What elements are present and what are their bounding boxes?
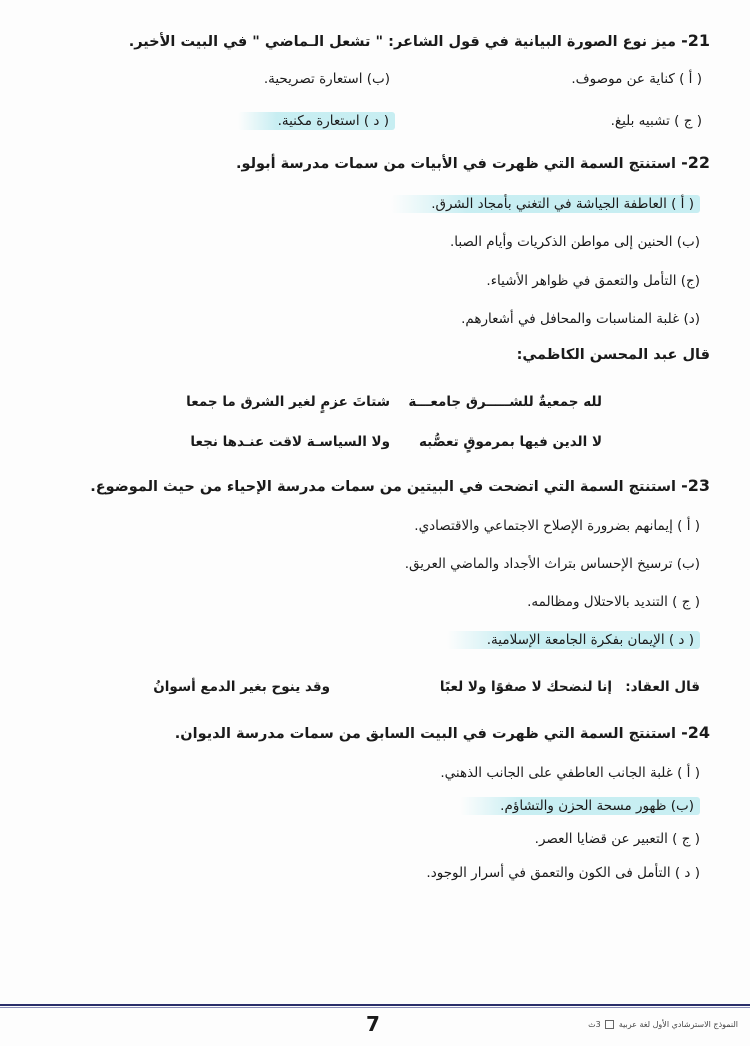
footer-title: النموذج الاسترشادي الأول لغة عربية xyxy=(618,1020,738,1029)
page-number: 7 xyxy=(366,1012,380,1036)
akkad-second-hemistich: وقد ينوح بغير الدمع أسوانُ xyxy=(153,679,330,695)
option-b-highlighted xyxy=(30,795,700,817)
verse-2-second-hemistich: ولا السياسـة لاقت عنـدها نجعا xyxy=(190,434,390,450)
footer-rule xyxy=(0,1004,750,1006)
footer-caption xyxy=(588,1020,738,1029)
answer-highlight: (ب) ظهور مسحة الحزن والتشاؤم. xyxy=(460,797,700,815)
option-a: ( أ ) كناية عن موصوف. xyxy=(571,71,702,87)
option-b: (ب) الحنين إلى مواطن الذكريات وأيام الصبا. xyxy=(449,234,700,250)
footer-grade: 3ث xyxy=(588,1020,601,1029)
answer-highlight: ( د ) الإيمان بفكرة الجامعة الإسلامية. xyxy=(447,631,700,649)
question-number: 24- xyxy=(681,723,710,742)
option-c: ( ج ) تشبيه بليغ. xyxy=(610,113,702,129)
answer-highlight: ( أ ) العاطفة الجياشة في التغني بأمجاد الشرق. xyxy=(391,195,700,213)
question-24 xyxy=(30,722,710,744)
question-22 xyxy=(30,152,710,174)
question-number: 23- xyxy=(681,476,710,495)
question-21 xyxy=(30,30,710,52)
option-b: (ب) استعارة تصريحية. xyxy=(263,71,390,87)
option-a: ( أ ) إيمانهم بضرورة الإصلاح الاجتماعي والاقتصادي. xyxy=(414,518,700,534)
verse-2-first-hemistich: لا الدين فيها بمرموقٍ تعصُّبه xyxy=(419,434,602,450)
option-d-highlighted xyxy=(30,629,700,651)
option-a-highlighted xyxy=(30,193,700,215)
option-c: ( ج ) التعبير عن قضايا العصر. xyxy=(534,831,700,847)
option-c: (ج) التأمل والتعمق في ظواهر الأشياء. xyxy=(486,273,700,289)
question-23 xyxy=(30,475,710,497)
answer-highlight: ( د ) استعارة مكنية. xyxy=(238,112,395,130)
verse-1-first-hemistich: لله جمعيةٌ للشـــــرق جامعـــة xyxy=(408,394,602,410)
question-number: 22- xyxy=(681,153,710,172)
checkbox-icon xyxy=(605,1020,614,1029)
question-text: استنتج السمة التي اتضحت في البيتين من سمات مدرسة الإحياء من حيث الموضوع. xyxy=(90,479,677,495)
question-number: 21- xyxy=(681,31,710,50)
question-text: استنتج السمة التي ظهرت في الأبيات من سمات مدرسة أبولو. xyxy=(236,156,677,172)
verse-1-second-hemistich: شتاتَ عزمٍ لغير الشرق ما جمعا xyxy=(186,394,390,410)
option-c: ( ج ) التنديد بالاحتلال ومظالمه. xyxy=(527,594,700,610)
akkad-first-hemistich: إنا لنضحك لا صفوًا ولا لعبًا xyxy=(439,679,612,695)
option-d: (د) غلبة المناسبات والمحافل في أشعارهم. xyxy=(461,311,700,327)
poet-heading: قال عبد المحسن الكاظمي: xyxy=(516,347,710,363)
question-text: استنتج السمة التي ظهرت في البيت السابق من سمات مدرسة الديوان. xyxy=(174,726,677,742)
footer-rule-thin xyxy=(0,1007,750,1008)
question-text: ميز نوع الصورة البيانية في قول الشاعر: " تشعل الـماضي " في البيت الأخير. xyxy=(128,34,677,50)
akkad-label: قال العقاد: xyxy=(625,679,700,695)
option-a: ( أ ) غلبة الجانب العاطفي على الجانب الذهني. xyxy=(440,765,700,781)
option-d: ( د ) التأمل فى الكون والتعمق في أسرار الوجود. xyxy=(426,865,700,881)
option-b: (ب) ترسيخ الإحساس بتراث الأجداد والماضي العريق. xyxy=(404,556,700,572)
option-d-highlighted xyxy=(238,110,395,132)
